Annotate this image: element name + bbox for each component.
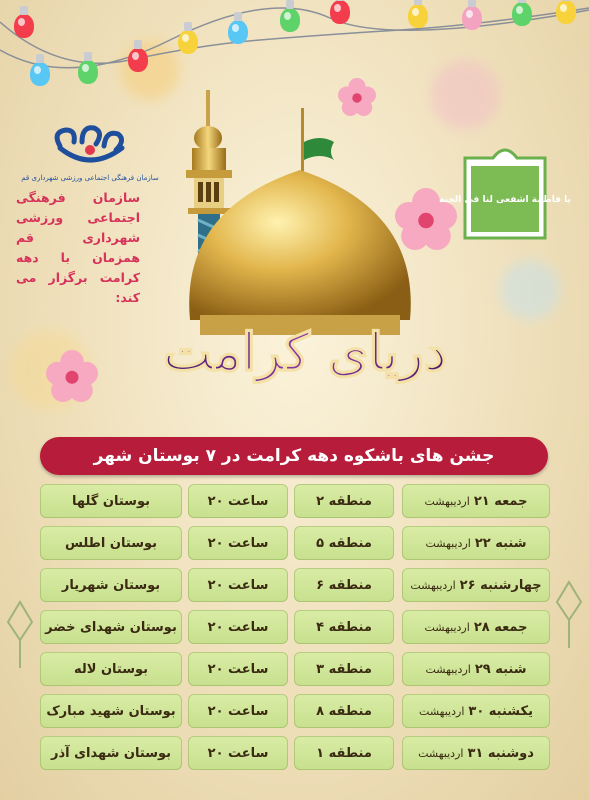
zone-cell: منطقه ۸ xyxy=(294,694,394,728)
month-text: اردیبهشت xyxy=(424,620,470,634)
zone-cell: منطقه ۴ xyxy=(294,610,394,644)
light-bulb-icon xyxy=(128,48,148,72)
zone-cell: منطقه ۶ xyxy=(294,568,394,602)
light-bulb-icon xyxy=(78,60,98,84)
hour-cell: ساعت ۲۰ xyxy=(188,610,288,644)
date-cell xyxy=(402,736,550,770)
zone-cell: منطقه ۳ xyxy=(294,652,394,686)
bokeh-light xyxy=(500,260,560,320)
park-cell: بوستان شهدای خضر xyxy=(40,610,182,644)
park-cell: بوستان شهریار xyxy=(40,568,182,602)
hour-cell: ساعت ۲۰ xyxy=(188,694,288,728)
ornament-icon xyxy=(2,600,38,670)
light-bulb-icon xyxy=(178,30,198,54)
organization-logo xyxy=(21,118,159,188)
light-bulb-icon xyxy=(228,20,248,44)
day-text: شنبه ۲۹ xyxy=(474,661,527,677)
hour-cell: ساعت ۲۰ xyxy=(188,526,288,560)
day-text: دوشنبه ۳۱ xyxy=(467,745,534,761)
month-text: اردیبهشت xyxy=(424,494,470,508)
pink-flower-icon xyxy=(46,350,98,402)
park-cell: بوستان گلها xyxy=(40,484,182,518)
light-bulb-icon xyxy=(512,2,532,26)
light-bulb-icon xyxy=(30,62,50,86)
zone-cell: منطقه ۵ xyxy=(294,526,394,560)
table-row xyxy=(40,652,550,689)
light-bulb-icon xyxy=(330,0,350,24)
date-cell xyxy=(402,484,550,518)
month-text: اردیبهشت xyxy=(425,536,471,550)
date-cell xyxy=(402,568,550,602)
day-text: جمعه ۲۸ xyxy=(473,619,528,635)
light-bulb-icon xyxy=(14,14,34,38)
date-cell xyxy=(402,652,550,686)
date-cell xyxy=(402,694,550,728)
light-bulb-icon xyxy=(556,0,576,24)
month-text: اردیبهشت xyxy=(410,578,456,592)
day-text: جمعه ۲۱ xyxy=(473,493,528,509)
park-cell: بوستان شهدای آذر xyxy=(40,736,182,770)
day-text: یکشنبه ۳۰ xyxy=(468,703,533,719)
date-cell xyxy=(402,526,550,560)
logo-caption: سازمان فرهنگی اجتماعی ورزشی شهرداری قم xyxy=(21,174,159,182)
park-cell: بوستان لاله xyxy=(40,652,182,686)
hour-cell: ساعت ۲۰ xyxy=(188,484,288,518)
table-row xyxy=(40,568,550,605)
light-bulb-icon xyxy=(280,8,300,32)
organization-announcement: سازمان فرهنگی اجتماعی ورزشی شهرداری قم همزمان با دهه کرامت برگزار می کند: xyxy=(16,190,140,305)
table-row xyxy=(40,610,550,647)
schedule-table xyxy=(40,484,550,778)
light-bulb-icon xyxy=(462,6,482,30)
table-row xyxy=(40,484,550,521)
month-text: اردیبهشت xyxy=(418,746,464,760)
pink-flower-icon xyxy=(338,78,376,116)
zone-cell: منطقه ۲ xyxy=(294,484,394,518)
day-text: شنبه ۲۲ xyxy=(474,535,527,551)
calligraphy-text: یا فاطمة اشفعی لنا فی الجنة xyxy=(439,195,571,205)
title-art-text: دریای کرامت xyxy=(162,322,448,383)
table-row xyxy=(40,736,550,773)
light-bulb-icon xyxy=(408,4,428,28)
month-text: اردیبهشت xyxy=(425,662,471,676)
hour-cell: ساعت ۲۰ xyxy=(188,568,288,602)
event-banner: جشن های باشکوه دهه کرامت در ۷ بوستان شهر xyxy=(40,437,548,475)
hour-cell: ساعت ۲۰ xyxy=(188,736,288,770)
title-calligraphy xyxy=(160,280,450,420)
calligraphy-emblem xyxy=(439,138,571,248)
table-row xyxy=(40,526,550,563)
park-cell: بوستان شهید مبارک xyxy=(40,694,182,728)
park-cell: بوستان اطلس xyxy=(40,526,182,560)
date-cell xyxy=(402,610,550,644)
zone-cell: منطقه ۱ xyxy=(294,736,394,770)
ornament-icon xyxy=(551,580,587,650)
day-text: چهارشنبه ۲۶ xyxy=(459,577,542,593)
hour-cell: ساعت ۲۰ xyxy=(188,652,288,686)
month-text: اردیبهشت xyxy=(419,704,465,718)
table-row xyxy=(40,694,550,731)
